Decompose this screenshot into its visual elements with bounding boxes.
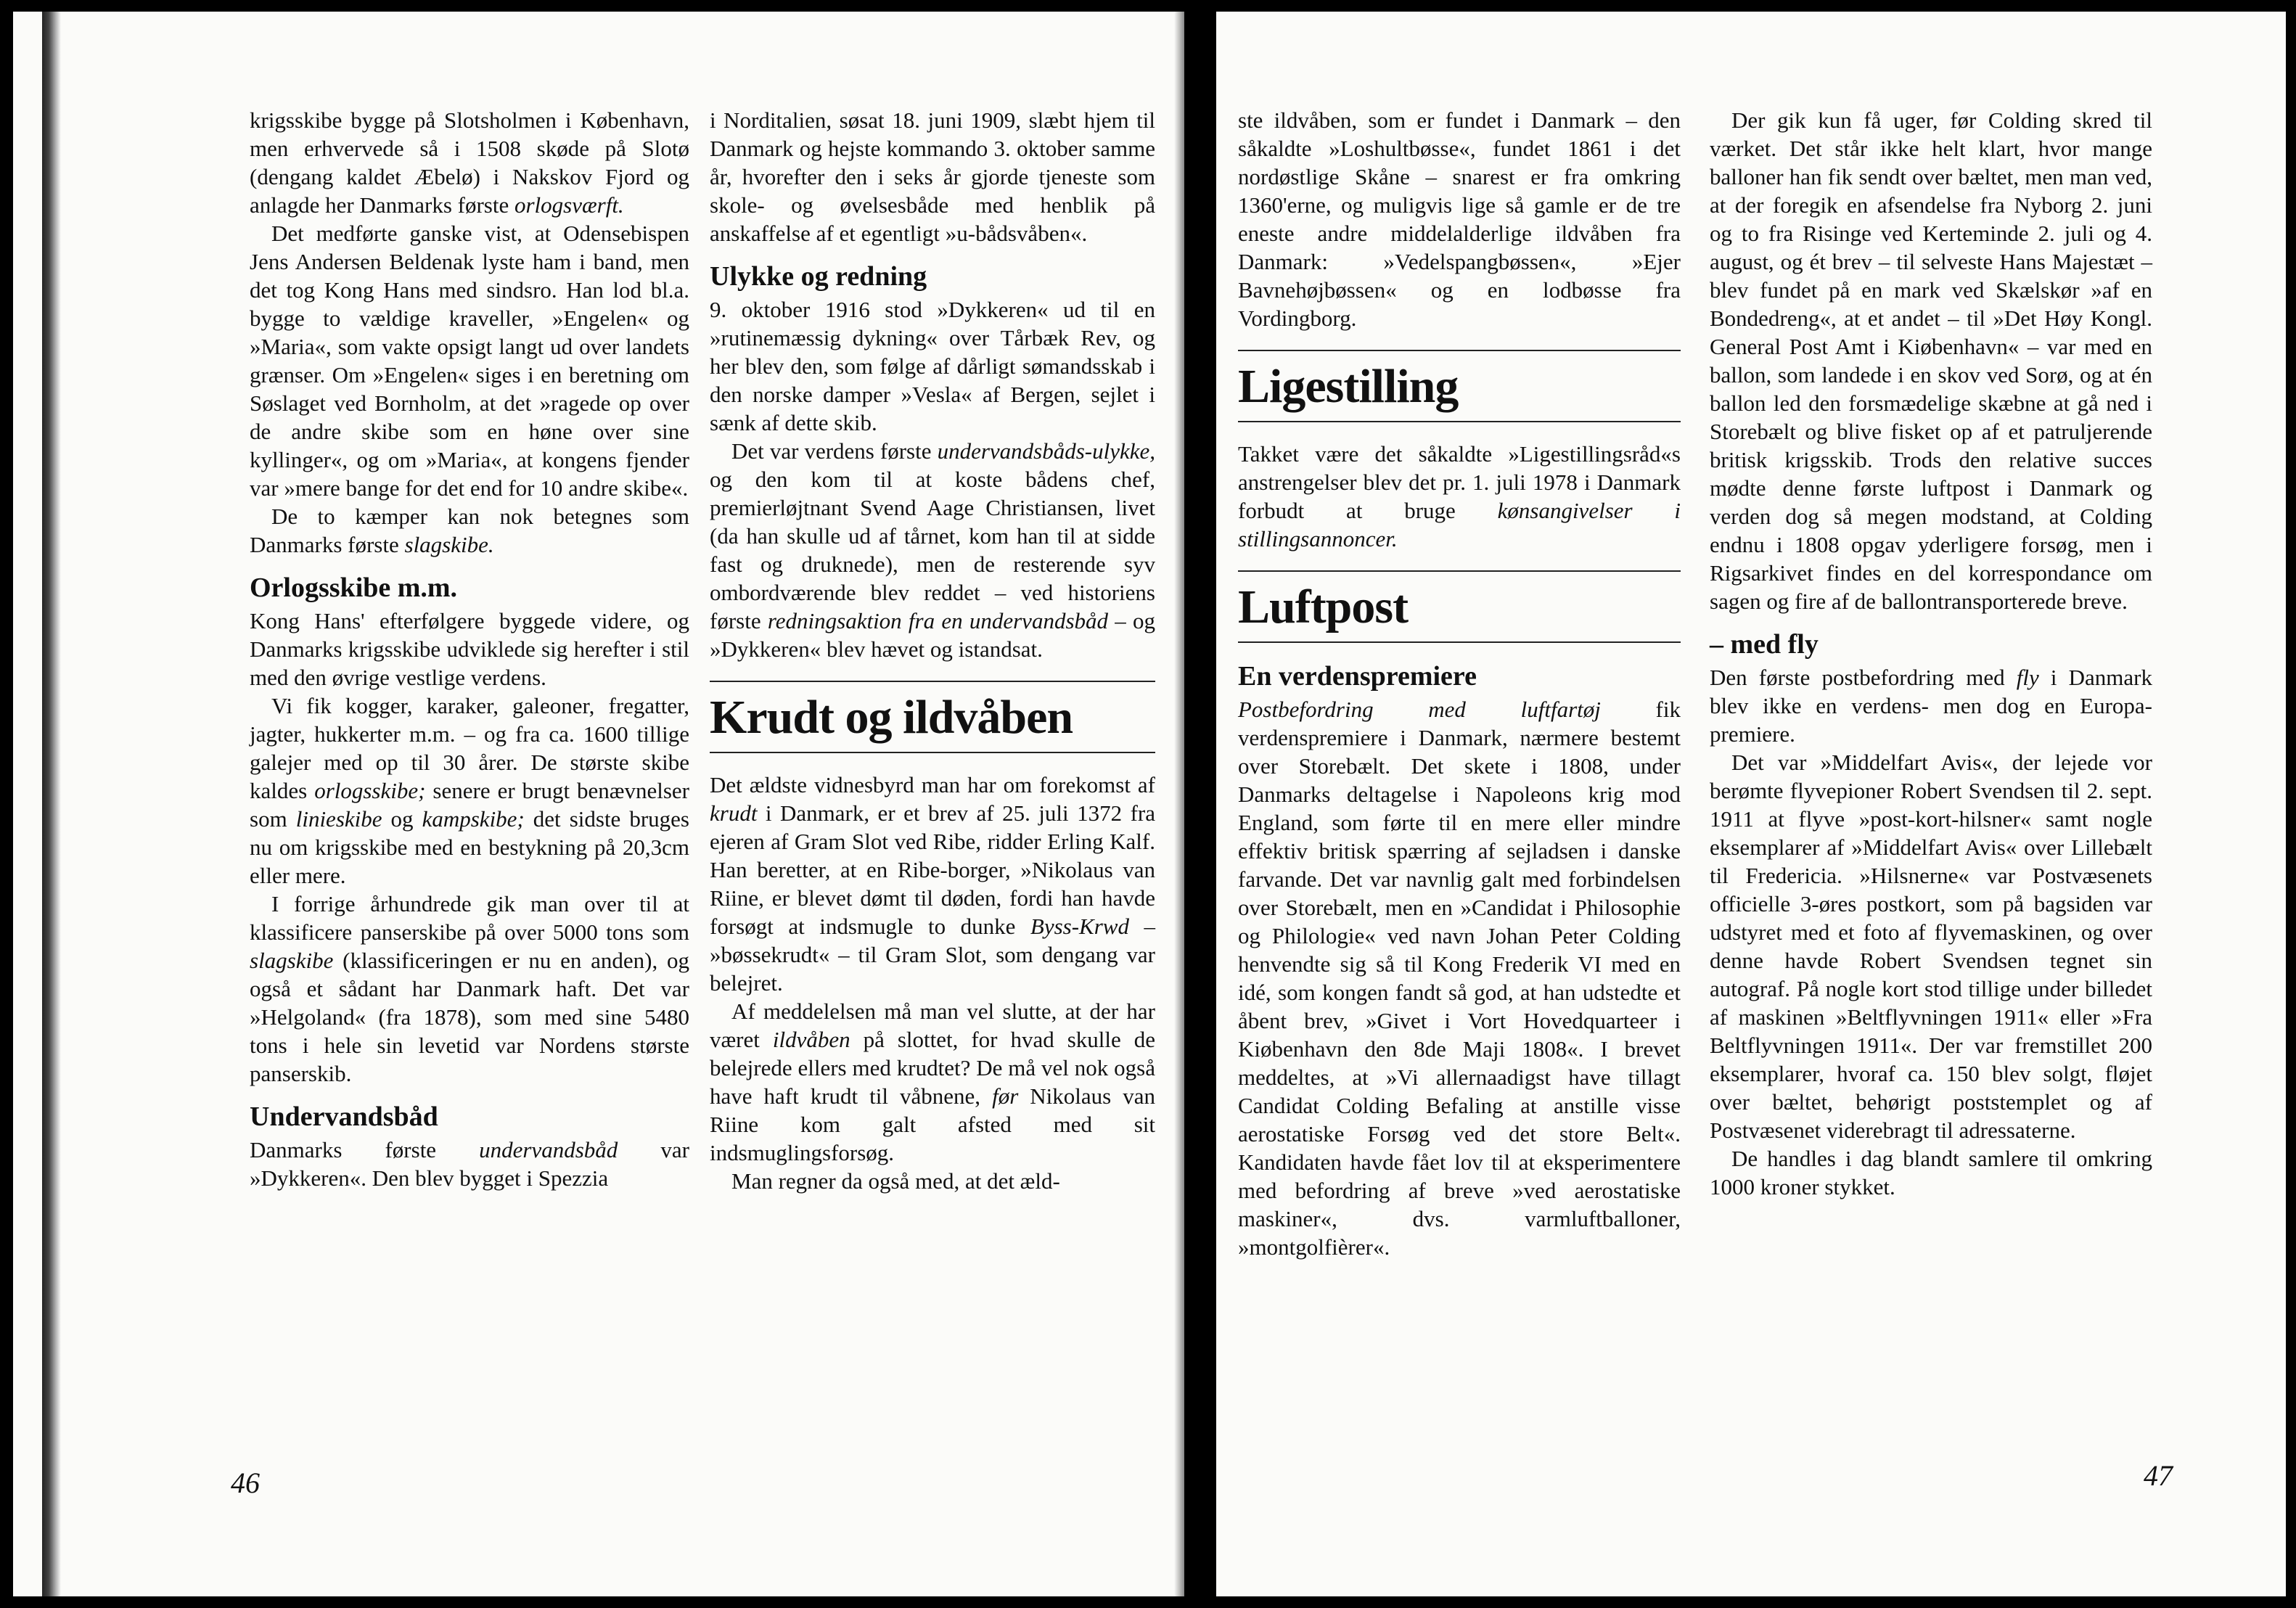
paragraph: Man regner da også med, at det æld-	[731, 1168, 1060, 1194]
right-page	[1216, 12, 2286, 1596]
left-column-1	[250, 106, 689, 1192]
paragraph: I forrige århundrede gik man over til at klassificere panserskibe på over 5000 tons som slagskibe (klassificeringen er nu en anden), og også et sådant har Danmark haft. Det var »Helgoland« (fra 1878), som med sine 5480 tons i hele sin levetid var Nordens største panserskib.	[250, 891, 689, 1086]
paragraph: Danmarks første undervandsbåd var »Dykkeren«. Den blev bygget i Spezzia	[250, 1137, 689, 1191]
chapter-heading-wrapper	[1238, 570, 1681, 643]
chapter-heading: Luftpost	[1238, 570, 1681, 643]
paragraph: Der gik kun få uger, før Colding skred til værket. Det står ikke helt klart, hvor mange balloner han fik sendt over bæltet, men man ved, at der foregik en afsendelse fra Nyborg 2. juni og to fra Risinge ved Kerteminde 2. juli og 4. august, og ét brev – til selveste Hans Majestæt – blev fundet på en mark ved Skælskør »af en Bondedreng«, at et andet – til »Det Høy Kongl. General Post Amt i Kiøbenhavn« – var med en ballon, som landede i en skov ved Sorø, og at én ballon led den forsmædelige skæbne at gå ned i Storebælt og blive fisket op af et patruljerende britisk krigsskib. Trods den relative succes mødte denne første luftpost i Danmark og verden dog så megen modstand, at Colding endnu i 1808 opgav yderligere forsøg, men i Rigsarkivet findes en del korrespondance om sagen og fire af de ballontransporterede breve.	[1710, 107, 2152, 614]
section-heading: Ulykke og redning	[710, 261, 927, 292]
paragraph: De handles i dag blandt samlere til omkring 1000 kroner stykket.	[1710, 1146, 2152, 1199]
paragraph: Det var verdens første undervandsbåds-ulykke, og den kom til at koste bådens chef, premierløjtnant Svend Aage Christiansen, livet (da han skulle ud af tårnet, kom han til at sidde fast og druknede), men de resterende syv ombordværende blev reddet – ved historiens første redningsaktion fra en undervandsbåd – og »Dykkeren« blev hævet og istandsat.	[710, 438, 1156, 662]
right-column-2	[1710, 106, 2152, 1201]
spine-shadow	[1174, 12, 1184, 1596]
left-page	[13, 12, 1184, 1596]
chapter-heading: Krudt og ildvåben	[710, 681, 1155, 753]
paragraph: ste ildvåben, som er fundet i Danmark – den såkaldte »Loshultbøsse«, fundet 1861 i det nordøstlige Skåne – snarest er fra omkring 1360'erne, og muligvis lige så gamle er de tre eneste andre middelalderlige ildvåben fra Danmark: »Vedelspangbøssen«, »Ejer Bavnehøjbøssen« og en lodbøsse fra Vordingborg.	[1238, 107, 1681, 331]
paragraph: i Norditalien, søsat 18. juni 1909, slæbt hjem til Danmark og hejste kommando 3. oktober samme år, hvorefter den i seks år gjorde tjeneste som skole- og øvelsesbåde med henblik på anskaffelse af et egentligt »u-bådsvåben«.	[710, 107, 1155, 246]
section-heading: En verdenspremiere	[1238, 661, 1477, 692]
page-number: 46	[231, 1467, 260, 1499]
section-heading: Undervandsbåd	[250, 1102, 438, 1132]
paragraph: Vi fik kogger, karaker, galeoner, fregatter, jagter, hukkerter m.m. – og fra ca. 1600 tillige galejer med op til 30 årer. De største skibe kaldes orlogsskibe; senere er brugt benævnelser som linieskibe og kampskibe; det sidste bruges nu om krigsskibe med en bestykning på 20,3cm eller mere.	[250, 693, 690, 888]
chapter-heading-wrapper	[1238, 350, 1681, 422]
left-column-2	[710, 106, 1155, 1195]
section-heading: Orlogsskibe m.m.	[250, 573, 458, 603]
paragraph: Det var »Middelfart Avis«, der lejede vor berømte flyvepioner Robert Svendsen til 2. sept. 1911 at flyve »post-kort-hilsner« samt nogle eksemplarer af »Middelfart Avis« over Lillebælt til Fredericia. »Hilsnerne« var Postvæsenets officielle 3-øres postkort, som på bagsiden var udstyret med et foto af flyvemaskinen, og over denne havde Robert Svendsen tegnet sin autograf. På nogle kort stod tillige under billedet af maskinen »Beltflyvningen 1911« eller »Fra Beltflyvningen 1911«. Der var fremstillet 200 eksemplarer, hvoraf ca. 150 blev solgt, fløjet over bæltet, behørigt poststemplet og af Postvæsenet viderebragt til adressaterne.	[1710, 750, 2152, 1143]
paragraph: Af meddelelsen må man vel slutte, at der har været ildvåben på slottet, for hvad skulle de belejrede ellers med krudtet? De må vel nok også have haft krudt til våbnene, før Nikolaus van Riine kom galt afsted med sit indsmuglingsforsøg.	[710, 998, 1155, 1165]
paragraph: Den første postbefordring med fly i Danmark blev ikke en verdens- men dog en Europa-premiere.	[1710, 665, 2152, 747]
right-column-1	[1238, 106, 1681, 1261]
paragraph: krigsskibe bygge på Slotsholmen i København, men erhvervede så i 1508 skøde på Slotø (dengang kaldet Æbelø) i Nakskov Fjord og anlagde her Danmarks første orlogsværft.	[250, 107, 689, 218]
paragraph: De to kæmper kan nok betegnes som Danmarks første slagskibe.	[250, 504, 689, 557]
page-number: 47	[2144, 1459, 2173, 1492]
paragraph: 9. oktober 1916 stod »Dykkeren« ud til en »rutinemæssig dykning« over Tårbæk Rev, og her blev den, som følge af dårligt sømandsskab i den norske damper »Vesla« af Bergen, sejlet i sænk af dette skib.	[710, 297, 1155, 435]
section-heading: – med fly	[1710, 629, 1819, 660]
paragraph: Det medførte ganske vist, at Odensebispen Jens Andersen Beldenak lyste ham i band, men det tog Kong Hans med sindsro. Han lod bl.a. bygge to vældige kraveller, »Engelen« og »Maria«, som vakte opsigt langt ud over landets grænser. Om »Engelen« siges i en beretning om Søslaget ved Bornholm, at det »ragede op over de andre skibe som en høne over sine kyllinger«, og om »Maria«, at kongens fjender var »mere bange for det end for 10 andre skibe«.	[250, 221, 689, 501]
paragraph: Kong Hans' efterfølgere byggede videre, og Danmarks krigsskibe udviklede sig herefter i stil med den øvrige vestlige verdens.	[250, 608, 689, 690]
paragraph: Postbefordring med luftfartøj fik verdenspremiere i Danmark, nærmere bestemt over Storebælt. Det skete i 1808, under Danmarks deltagelse i Napoleons krig mod England, som førte til en mere eller mindre effektiv britisk spærring af sejladsen i danske farvande. Det var navnlig galt med forbindelsen over Storebælt, men en »Candidat i Philosophie og Philologie« ved navn Johan Peter Colding henvendte sig så til Kong Frederik VI med en idé, som kongen fandt så god, at han udstedte et åbent brev, »Givet i Vort Hovedquarteer i Kiøbenhavn den 8de Maji 1808«. I brevet meddeltes, at »Vi allernaadigst have tillagt Candidat Colding Befaling at anstille visse aerostatiske Forsøg ved det store Belt«. Kandidaten havde fået lov til at eksperimentere med befordring af breve »ved aerostatiske maskiner«, dvs. varmluftballoner, »montgolfièrer«.	[1238, 697, 1681, 1260]
chapter-heading-wrapper	[710, 681, 1155, 753]
chapter-heading: Ligestilling	[1238, 350, 1681, 422]
paragraph: Det ældste vidnesbyrd man har om forekomst af krudt i Danmark, er et brev af 25. juli 1372 fra ejeren af Gram Slot ved Ribe, ridder Erling Kalf. Han beretter, at en Ribe-borger, »Nikolaus van Riine, er blevet dømt til døden, fordi han havde forsøgt at indsmugle to dunke Byss-Krwd – »bøssekrudt« – til Gram Slot, som dengang var belejret.	[710, 772, 1155, 996]
book-gutter-shadow	[42, 12, 61, 1596]
paragraph: Takket være det såkaldte »Ligestillingsråd«s anstrengelser blev det pr. 1. juli 1978 i Danmark forbudt at bruge kønsangivelser i stillingsannoncer.	[1238, 441, 1681, 551]
